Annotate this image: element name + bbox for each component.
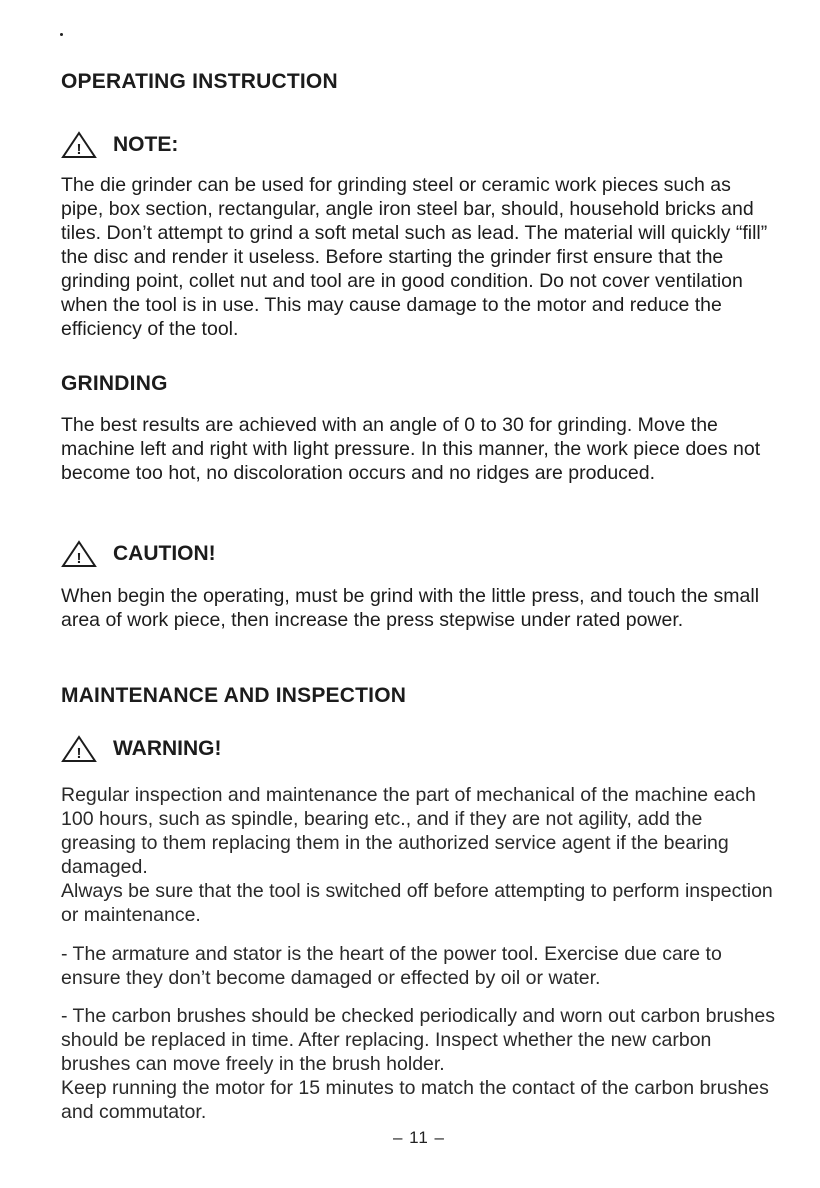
- warning-paragraph-2: Always be sure that the tool is switched off before attempting to perform inspection or maintenance.: [61, 880, 773, 926]
- caution-heading: [61, 540, 216, 568]
- maintenance-heading: MAINTENANCE AND INSPECTION: [61, 684, 407, 707]
- brushes-paragraph: - The carbon brushes should be checked periodically and worn out carbon brushes should be replaced in time. After replacing. Inspect whether the new carbon brushes can move freely in the brush holder.: [61, 1005, 775, 1075]
- caution-paragraph: When begin the operating, must be grind with the little press, and touch the small area of work piece, then increase the press stepwise under rated power.: [61, 585, 760, 631]
- warning-paragraph-1: Regular inspection and maintenance the part of mechanical of the machine each 100 hours, such as spindle, bearing etc., and if they are not agility, add the greasing to them replacing them in the authorized service agent if the bearing damaged.: [61, 784, 756, 878]
- running-paragraph: Keep running the motor for 15 minutes to match the contact of the carbon brushes and commutator.: [61, 1077, 769, 1123]
- svg-text:!: !: [76, 141, 82, 158]
- warning-label: WARNING!: [113, 737, 222, 760]
- note-paragraph: The die grinder can be used for grinding steel or ceramic work pieces such as pipe, box section, rectangular, angle iron steel bar, should, household bricks and tiles. Don’t attempt to grind a soft metal such as lead. The material will quickly “fill” the disc and render it useless. Before starting the grinder first ensure that the grinding point, collet nut and tool are in good condition. Do not cover ventilation when the tool is in use. This may cause damage to the motor and reduce the efficiency of the tool.: [61, 174, 768, 340]
- page-number: – 11 –: [393, 1128, 446, 1147]
- warning-triangle-icon: [61, 540, 97, 568]
- armature-paragraph: - The armature and stator is the heart of the power tool. Exercise due care to ensure they don’t become damaged or effected by oil or water.: [61, 943, 722, 989]
- grinding-heading: GRINDING: [61, 372, 168, 395]
- warning-triangle-icon: [61, 735, 97, 763]
- stray-dot: [60, 33, 63, 36]
- operating-instruction-heading: OPERATING INSTRUCTION: [61, 70, 338, 93]
- svg-text:!: !: [76, 550, 82, 567]
- grinding-paragraph: The best results are achieved with an angle of 0 to 30 for grinding. Move the machine left and right with light pressure. In this manner, the work piece does not become too hot, no discoloration occurs and no ridges are produced.: [61, 414, 761, 484]
- warning-heading: [61, 735, 222, 763]
- note-heading: [61, 131, 178, 159]
- caution-label: CAUTION!: [113, 542, 216, 565]
- note-label: NOTE:: [113, 133, 179, 156]
- warning-triangle-icon: [61, 131, 97, 159]
- svg-text:!: !: [76, 745, 82, 762]
